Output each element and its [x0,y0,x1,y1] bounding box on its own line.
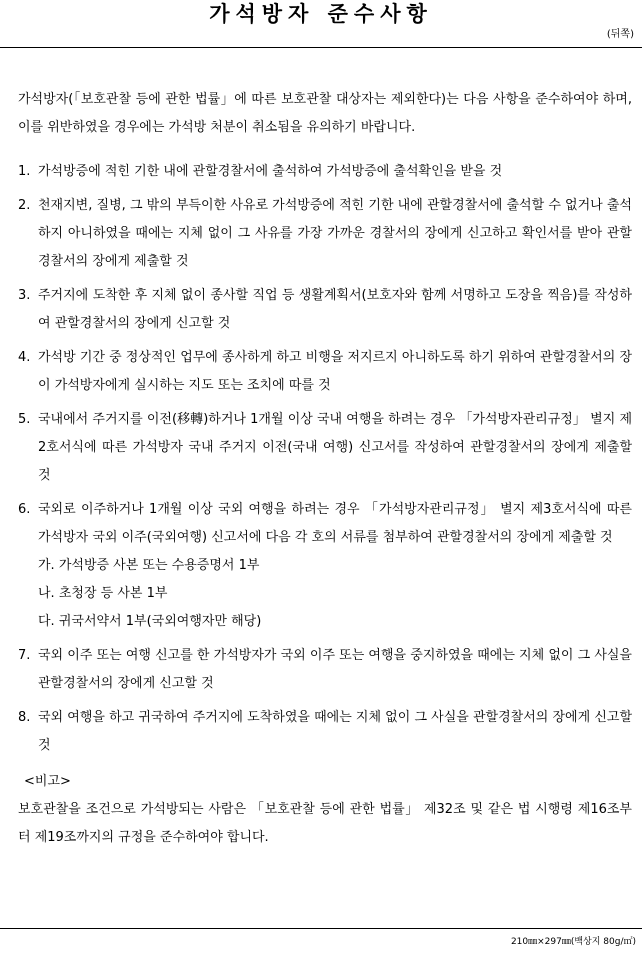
top-divider [0,47,642,48]
sub-item: 다. 귀국서약서 1부(국외여행자만 해당) [38,614,262,629]
list-item [18,642,632,698]
list-item [18,158,632,186]
item-text: 가석방 기간 중 정상적인 업무에 종사하게 하고 비행을 저지르지 아니하도록 하기 위하여 관할경찰서의 장이 가석방자에게 실시하는 지도 또는 조치에 따를 것 [38,350,632,393]
item-number: 2. [18,198,31,213]
item-text: 국외 여행을 하고 귀국하여 주거지에 도착하였을 때에는 지체 없이 그 사실을 관할경찰서의 장에게 신고할 것 [38,710,632,753]
remark-paragraph: 보호관찰을 조건으로 가석방되는 사람은 「보호관찰 등에 관한 법률」 제32조 및 같은 법 시행령 제16조부터 제19조까지의 규정을 준수하여야 합니다. [18,802,632,845]
list-item [18,704,632,760]
item-number: 8. [18,710,31,725]
item-text-with-subitems [38,496,632,636]
document-title: 가석방자 준수사항 [209,2,433,26]
list-item [18,344,632,400]
intro-paragraph: 가석방자(「보호관찰 등에 관한 법률」에 따른 보호관찰 대상자는 제외한다)는 다음 사항을 준수하여야 하며, 이를 위반하였을 경우에는 가석방 처분이 취소됨을 유의하기 바랍니다. [18,92,632,135]
item-number: 7. [18,648,31,663]
item-number: 3. [18,288,31,303]
item-number: 6. [18,502,31,517]
item-number: 5. [18,412,31,427]
document-body [18,86,632,852]
list-item [18,496,632,636]
item-text: 국외로 이주하거나 1개월 이상 국외 여행을 하려는 경우 「가석방자관리규정」 별지 제3호서식에 따른 가석방자 국외 이주(국외여행) 신고서에 다음 각 호의 서류를 첨부하여 관할경찰서의 장에게 제출할 것 [38,502,632,545]
item-number: 4. [18,350,31,365]
item-number: 1. [18,164,31,179]
item-text: 천재지변, 질병, 그 밖의 부득이한 사유로 가석방증에 적힌 기한 내에 관할경찰서에 출석할 수 없거나 출석하지 아니하였을 때에는 지체 없이 그 사유를 가장 가까운 경찰서의 장에게 신고하고 확인서를 받아 관할경찰서의 장에게 제출할 것 [38,198,632,269]
sub-item: 가. 가석방증 사본 또는 수용증명서 1부 [38,558,260,573]
paper-spec-note: 210㎜×297㎜(백상지 80g/㎡) [510,937,636,947]
rules-list [18,158,632,760]
remark-heading: <비고> [24,774,71,789]
list-item [18,282,632,338]
sub-item: 나. 초청장 등 사본 1부 [38,586,168,601]
list-item [18,406,632,490]
page-side-note: (뒤쪽) [606,29,634,40]
item-text: 국내에서 주거지를 이전(移轉)하거나 1개월 이상 국내 여행을 하려는 경우 「가석방자관리규정」 별지 제2호서식에 따른 가석방자 국내 주거지 이전(국내 여행) 신고서를 작성하여 관할경찰서의 장에게 제출할 것 [38,412,632,483]
item-text: 주거지에 도착한 후 지체 없이 종사할 직업 등 생활계획서(보호자와 함께 서명하고 도장을 찍음)를 작성하여 관할경찰서의 장에게 신고할 것 [38,288,632,331]
item-text: 가석방증에 적힌 기한 내에 관할경찰서에 출석하여 가석방증에 출석확인을 받을 것 [38,164,503,179]
bottom-divider [0,928,642,929]
list-item [18,192,632,276]
item-text: 국외 이주 또는 여행 신고를 한 가석방자가 국외 이주 또는 여행을 중지하였을 때에는 지체 없이 그 사실을 관할경찰서의 장에게 신고할 것 [38,648,632,691]
